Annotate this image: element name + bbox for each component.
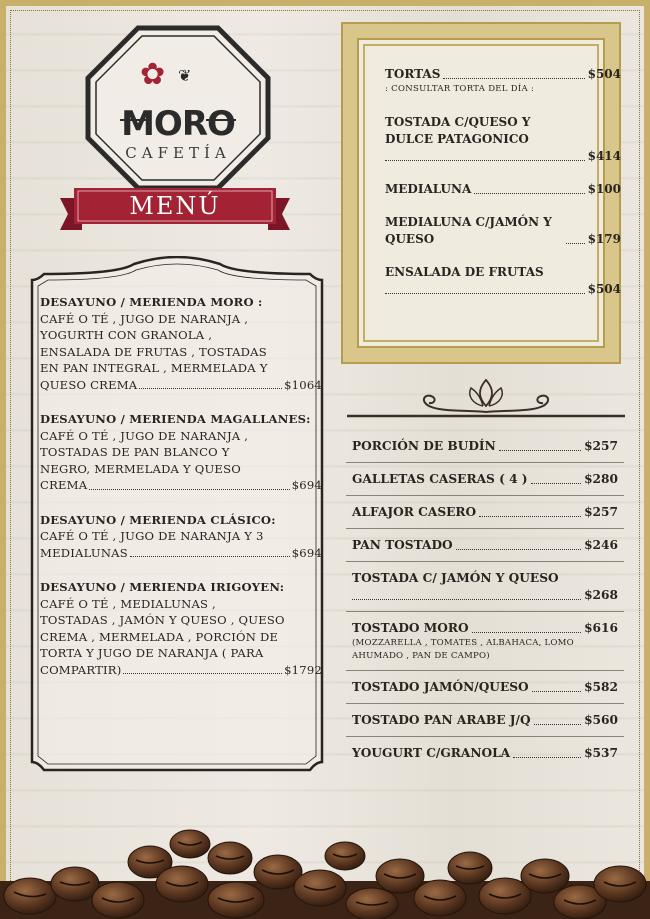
dot-leader: [532, 691, 581, 692]
item-title: DESAYUNO / MERIENDA CLÁSICO:: [40, 512, 276, 527]
item-name: PAN TOSTADO: [352, 538, 453, 552]
dot-leader: [566, 243, 585, 244]
price-line: [352, 537, 618, 554]
item-desc: CAFÉ O TÉ , JUGO DE NARANJA ,: [40, 428, 249, 443]
menu-ribbon: [60, 186, 290, 232]
dot-leader: [531, 483, 582, 484]
price-line: [352, 712, 618, 729]
price-line: [352, 587, 618, 604]
dot-leader: [385, 160, 585, 161]
item-name: MEDIALUNA: [385, 182, 472, 196]
item-price: $616: [584, 621, 618, 635]
price-line: [352, 504, 618, 521]
dot-leader: [513, 757, 581, 758]
dot-leader: [479, 516, 581, 517]
item-note: : CONSULTAR TORTA DEL DÍA :: [385, 84, 535, 94]
extras-item: [346, 704, 624, 737]
item-name: YOUGURT C/GRANOLA: [352, 746, 511, 760]
breakfast-panel: [24, 256, 330, 786]
item-desc: QUESO CREMA: [40, 377, 138, 392]
dot-leader: [472, 632, 581, 633]
breakfast-item: [40, 411, 322, 494]
item-price: $280: [584, 472, 618, 486]
item-desc: TOSTADAS , JAMÓN Y QUESO , QUESO: [40, 613, 285, 627]
extras-item: [346, 529, 624, 562]
item-price: $694: [291, 478, 322, 492]
item-name: PORCIÓN DE BUDÍN: [352, 439, 496, 453]
item-price: $560: [584, 713, 618, 727]
price-line: [40, 377, 322, 394]
price-line: [385, 181, 621, 198]
extras-list: [346, 430, 624, 769]
dot-leader: [352, 599, 581, 600]
extras-item: [346, 562, 624, 612]
framed-item: [385, 214, 621, 248]
cafe-logo: [80, 20, 276, 196]
item-desc: CAFÉ O TÉ , JUGO DE NARANJA ,: [40, 311, 249, 326]
dot-leader: [89, 477, 289, 490]
dot-leader: [139, 377, 282, 390]
item-price: $582: [584, 680, 618, 694]
branch-icon: ❦: [178, 66, 192, 85]
framed-item: [385, 66, 621, 98]
framed-item: [385, 114, 621, 165]
item-name: TORTAS: [385, 67, 441, 81]
item-price: $504: [587, 282, 621, 296]
item-name: ALFAJOR CASERO: [352, 505, 477, 519]
item-desc: COMPARTIR): [40, 662, 122, 677]
item-price: $257: [584, 439, 618, 453]
flower-icon: ✿: [140, 57, 166, 92]
item-price: $1064: [284, 377, 322, 392]
price-line: [40, 545, 322, 562]
item-title: DESAYUNO / MERIENDA IRIGOYEN:: [40, 580, 285, 594]
breakfast-item: [40, 294, 322, 393]
item-desc: CREMA , MERMELADA , PORCIÓN DE: [40, 629, 279, 644]
price-line: [385, 214, 621, 248]
item-desc: TORTA Y JUGO DE NARANJA ( PARA: [40, 646, 264, 660]
flourish-icon: [345, 376, 627, 426]
item-desc: NEGRO, MERMELADA Y QUESO: [40, 461, 241, 476]
price-line: [40, 477, 322, 494]
dot-leader: [385, 293, 585, 294]
item-title: DESAYUNO / MERIENDA MORO :: [40, 295, 263, 309]
item-desc: YOGURTH CON GRANOLA ,: [40, 328, 213, 342]
menu-title: MENÚ: [129, 192, 221, 220]
item-price: $179: [587, 232, 621, 246]
item-desc: CAFÉ O TÉ , MEDIALUNAS ,: [40, 596, 216, 611]
coffee-beans-icon: [0, 826, 650, 919]
item-price: $1792: [284, 662, 322, 677]
price-line: [352, 620, 618, 637]
dot-leader: [130, 545, 290, 558]
item-desc: CAFÉ O TÉ , JUGO DE NARANJA Y 3: [40, 529, 264, 543]
dot-leader: [456, 549, 581, 550]
dot-leader: [534, 724, 581, 725]
item-name: MEDIALUNA C/JAMÓN Y QUESO: [385, 215, 552, 246]
price-line: [385, 281, 621, 298]
item-title: DESAYUNO / MERIENDA MAGALLANES:: [40, 412, 311, 426]
item-price: $268: [584, 588, 618, 602]
price-line: [385, 148, 621, 165]
item-desc: CREMA: [40, 478, 88, 492]
item-desc: ENSALADA DE FRUTAS , TOSTADAS: [40, 344, 267, 359]
item-name: TOSTADO MORO: [352, 621, 469, 635]
price-line: [352, 745, 618, 762]
ornament-divider: [345, 376, 627, 426]
framed-item: [385, 181, 621, 198]
breakfast-item: [40, 579, 322, 678]
item-name: TOSTADO PAN ARABE J/Q: [352, 713, 531, 727]
dot-leader: [474, 193, 584, 194]
extras-item: [346, 612, 624, 671]
dot-leader: [123, 662, 282, 675]
item-price: $504: [587, 67, 621, 81]
extras-item: [346, 496, 624, 529]
extras-item: [346, 671, 624, 704]
framed-item: [385, 264, 621, 298]
price-line: [352, 438, 618, 455]
item-name: GALLETAS CASERAS ( 4 ): [352, 472, 528, 486]
item-price: $246: [584, 538, 618, 552]
item-price: $414: [587, 149, 621, 163]
price-line: [352, 679, 618, 696]
item-price: $100: [587, 182, 621, 196]
brand-subtitle: CAFETÍA: [125, 144, 231, 162]
item-name: ENSALADA DE FRUTAS: [385, 265, 544, 279]
dot-leader: [443, 78, 584, 79]
extras-item: [346, 463, 624, 496]
extras-item: [346, 737, 624, 769]
item-price: $257: [584, 505, 618, 519]
item-name: TOSTADA C/ JAMÓN Y QUESO: [352, 571, 559, 585]
item-desc: TOSTADAS DE PAN BLANCO Y: [40, 445, 230, 459]
item-price: $694: [291, 545, 322, 560]
price-line: [40, 662, 322, 679]
framed-list: [385, 66, 621, 314]
extras-item: [346, 430, 624, 463]
breakfast-item: [40, 512, 322, 562]
item-desc: EN PAN INTEGRAL , MERMELADA Y: [40, 361, 268, 375]
brand-name: MORO: [121, 104, 235, 144]
dot-leader: [499, 450, 581, 451]
price-line: [352, 471, 618, 488]
breakfast-list: [40, 294, 322, 696]
item-price: $537: [584, 746, 618, 760]
item-ingredients: (MOZZARELLA , TOMATES , ALBAHACA, LOMO AHUMADO , PAN DE CAMPO): [352, 638, 574, 661]
coffee-beans-image: [0, 826, 650, 919]
item-desc: MEDIALUNAS: [40, 545, 128, 560]
item-name: TOSTADA C/QUESO Y DULCE PATAGONICO: [385, 115, 531, 146]
item-name: TOSTADO JAMÓN/QUESO: [352, 680, 529, 694]
